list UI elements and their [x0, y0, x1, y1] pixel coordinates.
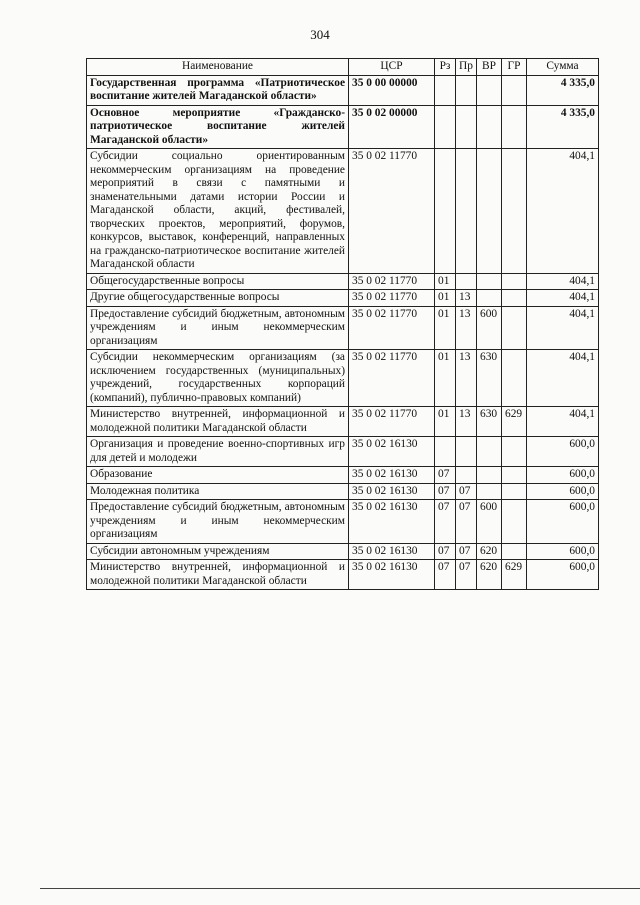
cell-name: Другие общегосударственные вопросы [87, 290, 349, 307]
cell-csr: 35 0 02 11770 [349, 407, 435, 437]
table-row [87, 273, 599, 290]
cell-gr [502, 105, 527, 149]
cell-name: Предоставление субсидий бюджетным, автономным учреждениям и иным некоммерческим организациям [87, 500, 349, 544]
cell-sum: 600,0 [527, 467, 599, 484]
cell-sum: 4 335,0 [527, 105, 599, 149]
cell-csr: 35 0 02 11770 [349, 306, 435, 350]
cell-pr [456, 105, 477, 149]
cell-name: Министерство внутренней, информационной и молодежной политики Магаданской области [87, 407, 349, 437]
cell-sum: 600,0 [527, 437, 599, 467]
cell-vr [477, 467, 502, 484]
cell-name: Министерство внутренней, информационной и молодежной политики Магаданской области [87, 560, 349, 590]
cell-rz [435, 149, 456, 274]
cell-vr [477, 483, 502, 500]
cell-name: Общегосударственные вопросы [87, 273, 349, 290]
table-row [87, 500, 599, 544]
table-row [87, 437, 599, 467]
table-row [87, 560, 599, 590]
cell-gr [502, 437, 527, 467]
cell-rz: 01 [435, 350, 456, 407]
table-row [87, 407, 599, 437]
cell-vr [477, 75, 502, 105]
cell-pr [456, 437, 477, 467]
bottom-divider [40, 888, 640, 889]
cell-rz: 07 [435, 560, 456, 590]
cell-name: Основное мероприятие «Гражданско-патриотическое воспитание жителей Магаданской области» [87, 105, 349, 149]
cell-sum: 404,1 [527, 306, 599, 350]
cell-sum: 404,1 [527, 290, 599, 307]
cell-rz [435, 105, 456, 149]
cell-pr [456, 75, 477, 105]
cell-pr: 07 [456, 500, 477, 544]
table-row [87, 105, 599, 149]
cell-rz: 07 [435, 467, 456, 484]
cell-csr: 35 0 02 11770 [349, 350, 435, 407]
cell-gr [502, 350, 527, 407]
cell-csr: 35 0 02 11770 [349, 273, 435, 290]
cell-gr [502, 75, 527, 105]
table-row [87, 290, 599, 307]
cell-gr [502, 273, 527, 290]
cell-sum: 600,0 [527, 483, 599, 500]
cell-vr [477, 149, 502, 274]
cell-vr: 630 [477, 350, 502, 407]
cell-name: Предоставление субсидий бюджетным, автономным учреждениям и иным некоммерческим организациям [87, 306, 349, 350]
table-row [87, 350, 599, 407]
cell-gr [502, 483, 527, 500]
table-row [87, 149, 599, 274]
header-rz: Рз [435, 59, 456, 76]
cell-sum: 404,1 [527, 350, 599, 407]
cell-csr: 35 0 02 11770 [349, 290, 435, 307]
cell-vr: 600 [477, 306, 502, 350]
table-header-row [87, 59, 599, 76]
cell-name: Организация и проведение военно-спортивных игр для детей и молодежи [87, 437, 349, 467]
cell-pr: 07 [456, 483, 477, 500]
cell-vr: 620 [477, 560, 502, 590]
cell-csr: 35 0 02 16130 [349, 560, 435, 590]
header-vr: ВР [477, 59, 502, 76]
table-row [87, 75, 599, 105]
cell-sum: 4 335,0 [527, 75, 599, 105]
cell-rz: 01 [435, 273, 456, 290]
cell-rz: 01 [435, 306, 456, 350]
cell-csr: 35 0 02 11770 [349, 149, 435, 274]
header-csr: ЦСР [349, 59, 435, 76]
cell-name: Государственная программа «Патриотическое воспитание жителей Магаданской области» [87, 75, 349, 105]
cell-rz: 01 [435, 290, 456, 307]
header-pr: Пр [456, 59, 477, 76]
cell-pr: 07 [456, 560, 477, 590]
cell-rz [435, 437, 456, 467]
cell-gr: 629 [502, 560, 527, 590]
cell-gr [502, 467, 527, 484]
cell-csr: 35 0 00 00000 [349, 75, 435, 105]
cell-csr: 35 0 02 16130 [349, 483, 435, 500]
budget-table [86, 58, 599, 590]
cell-sum: 600,0 [527, 500, 599, 544]
cell-rz: 07 [435, 500, 456, 544]
cell-vr: 630 [477, 407, 502, 437]
table-row [87, 483, 599, 500]
cell-rz: 07 [435, 483, 456, 500]
cell-vr [477, 290, 502, 307]
cell-vr: 600 [477, 500, 502, 544]
cell-name: Молодежная политика [87, 483, 349, 500]
page-number: 304 [310, 27, 330, 42]
cell-rz [435, 75, 456, 105]
cell-rz: 01 [435, 407, 456, 437]
table-row [87, 543, 599, 560]
cell-vr: 620 [477, 543, 502, 560]
cell-rz: 07 [435, 543, 456, 560]
cell-gr [502, 543, 527, 560]
table-row [87, 467, 599, 484]
header-sum: Сумма [527, 59, 599, 76]
cell-pr [456, 273, 477, 290]
header-name: Наименование [87, 59, 349, 76]
cell-name: Образование [87, 467, 349, 484]
cell-vr [477, 273, 502, 290]
cell-csr: 35 0 02 16130 [349, 437, 435, 467]
cell-csr: 35 0 02 00000 [349, 105, 435, 149]
table-body [87, 75, 599, 590]
cell-pr: 13 [456, 306, 477, 350]
cell-gr [502, 500, 527, 544]
cell-sum: 600,0 [527, 560, 599, 590]
cell-sum: 404,1 [527, 149, 599, 274]
cell-csr: 35 0 02 16130 [349, 467, 435, 484]
cell-csr: 35 0 02 16130 [349, 543, 435, 560]
cell-csr: 35 0 02 16130 [349, 500, 435, 544]
cell-pr: 13 [456, 350, 477, 407]
cell-name: Субсидии некоммерческим организациям (за исключением государственных (муниципальных) учреждений, государственных корпораций (компаний), публично-правовых компаний) [87, 350, 349, 407]
cell-name: Субсидии социально ориентированным некоммерческим организациям на проведение мероприятий в связи с памятными и знаменательными датами истории России и Магаданской области, акций, фестивалей, творческих проектов, мероприятий, форумов, конкурсов, выставок, конференций, направленных на гражданско-патриотическое воспитание жителей Магаданской области [87, 149, 349, 274]
cell-pr [456, 149, 477, 274]
cell-pr [456, 467, 477, 484]
cell-pr: 07 [456, 543, 477, 560]
cell-sum: 600,0 [527, 543, 599, 560]
header-gr: ГР [502, 59, 527, 76]
table-row [87, 306, 599, 350]
cell-sum: 404,1 [527, 407, 599, 437]
cell-gr [502, 149, 527, 274]
cell-pr: 13 [456, 407, 477, 437]
cell-name: Субсидии автономным учреждениям [87, 543, 349, 560]
cell-pr: 13 [456, 290, 477, 307]
cell-gr: 629 [502, 407, 527, 437]
cell-vr [477, 105, 502, 149]
cell-sum: 404,1 [527, 273, 599, 290]
cell-vr [477, 437, 502, 467]
cell-gr [502, 290, 527, 307]
cell-gr [502, 306, 527, 350]
